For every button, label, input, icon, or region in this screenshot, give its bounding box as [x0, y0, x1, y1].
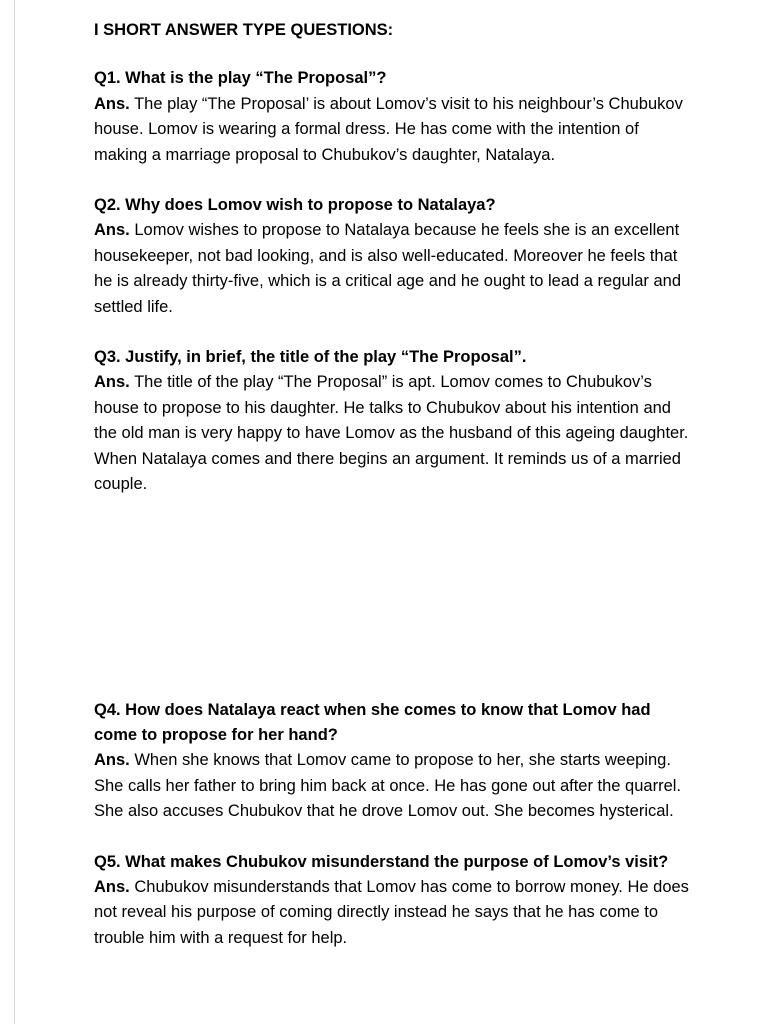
- answer-1: [94, 92, 694, 168]
- question-5: Q5. What makes Chubukov misunderstand the purpose of Lomov’s visit?: [94, 852, 669, 871]
- page-edge-line: [14, 0, 15, 1024]
- answer-text: When she knows that Lomov came to propose to her, she starts weeping. She calls her father to bring him back at once. He has gone out after the quarrel. She also accuses Chubukov that he drove Lomov out. She becomes hysterical.: [94, 751, 682, 821]
- answer-label: Ans.: [94, 877, 130, 896]
- answer-text: The title of the play “The Proposal” is apt. Lomov comes to Chubukov’s house to propose to his daughter. He talks to Chubukov about his intention and the old man is very happy to have Lomov as the husband of this ageing daughter. When Natalaya comes and there begins an argument. It reminds us of a married couple.: [94, 373, 689, 494]
- question-3: Q3. Justify, in brief, the title of the play “The Proposal”.: [94, 348, 527, 367]
- document-content: [94, 18, 694, 976]
- qa-item-3: [94, 345, 694, 497]
- answer-text: The play “The Proposal’ is about Lomov’s visit to his neighbour’s Chubukov house. Lomov is wearing a formal dress. He has come with the intention of making a marriage proposal to Chubukov’s daughter, Natalaya.: [94, 94, 683, 164]
- answer-3: [94, 370, 694, 497]
- page-break-gap: [94, 523, 694, 698]
- answer-label: Ans.: [94, 751, 130, 770]
- answer-5: [94, 875, 694, 951]
- qa-item-2: [94, 193, 694, 320]
- section-heading: I SHORT ANSWER TYPE QUESTIONS:: [94, 21, 394, 39]
- question-1: Q1. What is the play “The Proposal”?: [94, 69, 387, 88]
- qa-item-4: [94, 698, 694, 825]
- answer-text: Chubukov misunderstands that Lomov has come to borrow money. He does not reveal his purpose of coming directly instead he says that he has come to trouble him with a request for help.: [94, 877, 689, 947]
- answer-label: Ans.: [94, 373, 130, 392]
- answer-label: Ans.: [94, 94, 130, 113]
- answer-2: [94, 218, 694, 320]
- answer-4: [94, 748, 694, 824]
- answer-label: Ans.: [94, 221, 130, 240]
- question-2: Q2. Why does Lomov wish to propose to Natalaya?: [94, 196, 496, 215]
- qa-item-5: [94, 850, 694, 952]
- qa-item-1: [94, 66, 694, 168]
- answer-text: Lomov wishes to propose to Natalaya because he feels she is an excellent housekeeper, not bad looking, and is also well-educated. Moreover he feels that he is already thirty-five, which is a critical age and he ought to lead a regular and settled life.: [94, 221, 681, 316]
- question-4: Q4. How does Natalaya react when she comes to know that Lomov had come to propose for her hand?: [94, 700, 651, 744]
